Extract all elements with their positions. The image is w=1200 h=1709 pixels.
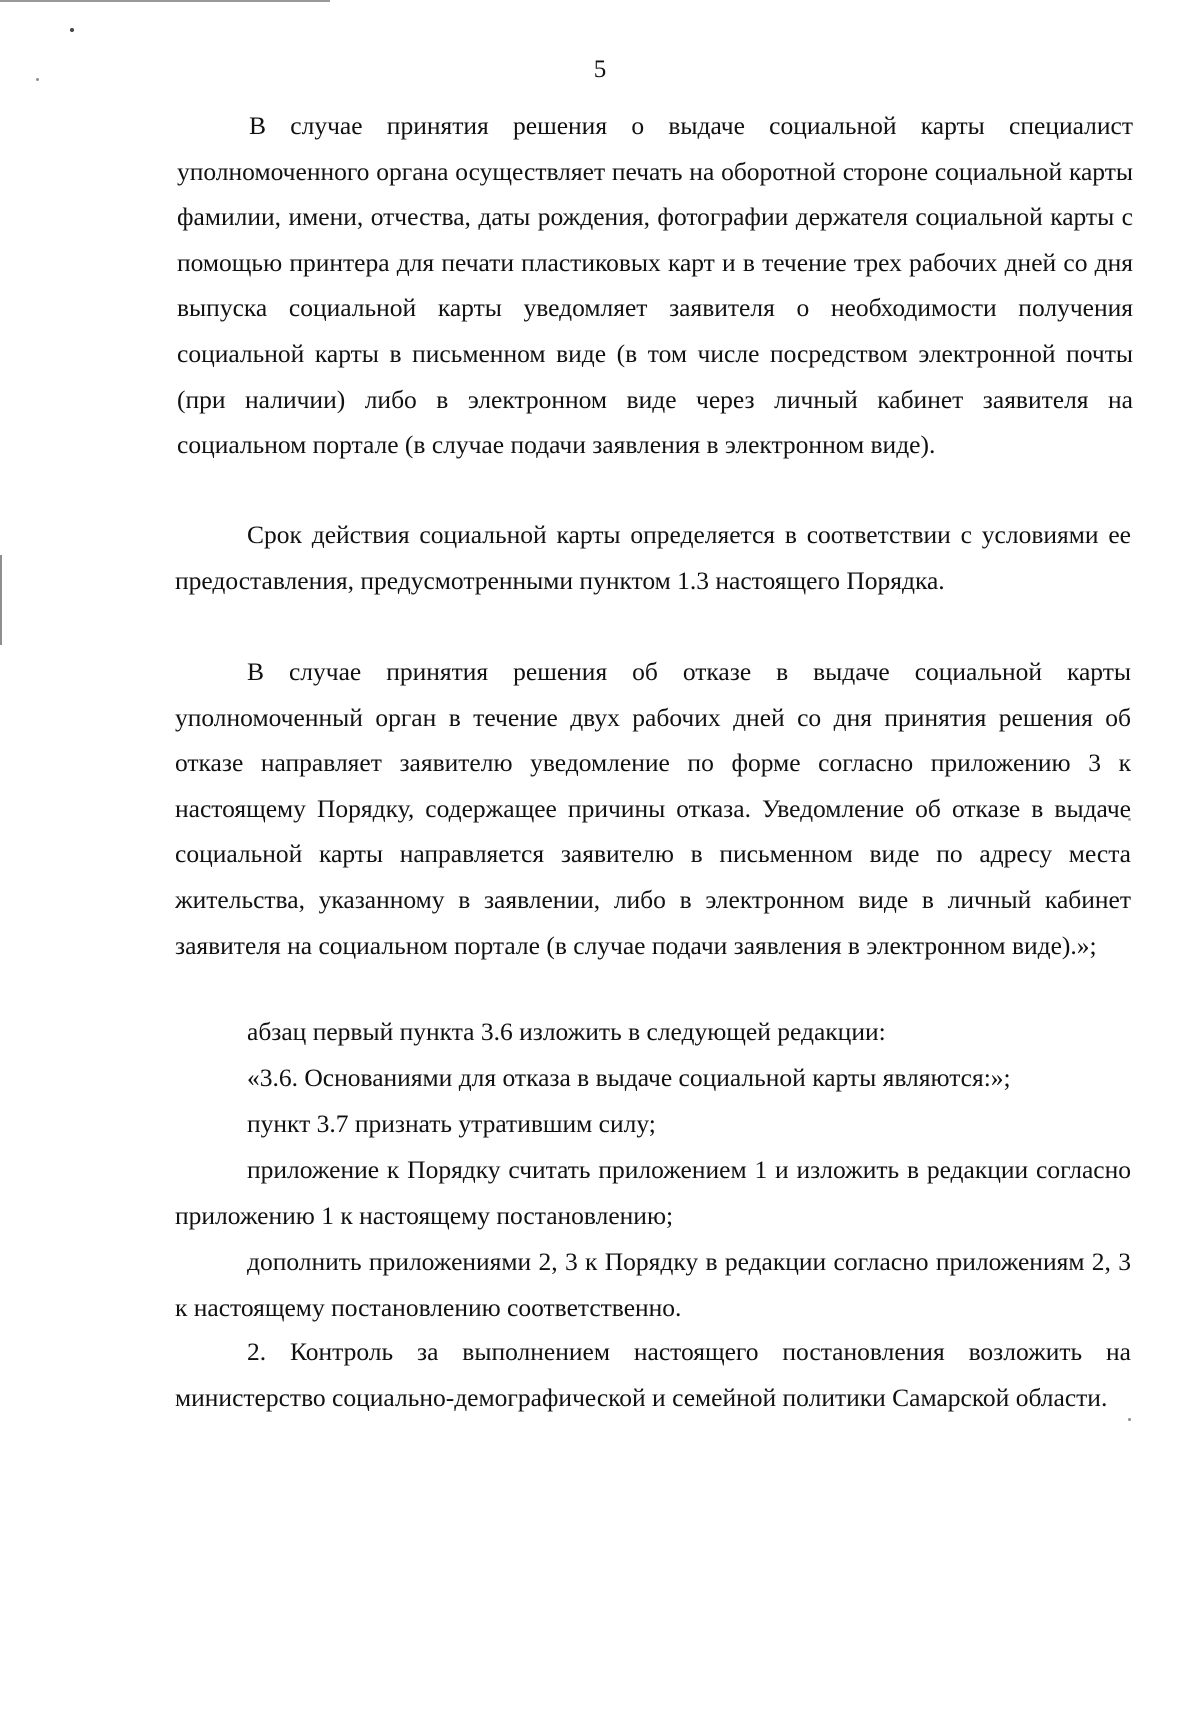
body-paragraph-1: В случае принятия решения о выдаче социальной карты специалист уполномоченного органа осуществляет печать на оборотной стороне социальной карты фамилии, имени, отчества, даты рождения, фотографии держателя социальной карты с помощью принтера для печати пластиковых карт и в течение трех рабочих дней со дня выпуска социальной карты уведомляет заявителя о необходимости получения социальной карты в письменном виде (в том числе посредством электронной почты (при наличии) либо в электронном виде через личный кабинет заявителя на социальном портале (в случае подачи заявления в электронном виде). [177,111,1133,460]
scan-speck [70,28,74,32]
body-paragraph-5: «3.6. Основаниями для отказа в выдаче социальной карты являются:»; [247,1063,1011,1092]
body-paragraph-9: 2. Контроль за выполнением настоящего постановления возложить на министерство социально-демографической и семейной политики Самарской области. [175,1337,1131,1412]
scan-artifact-top-line [0,0,330,2]
body-paragraph-6: пункт 3.7 признать утратившим силу; [247,1109,656,1138]
body-paragraph-3: В случае принятия решения об отказе в выдаче социальной карты уполномоченный орган в течение двух рабочих дней со дня принятия решения об отказе направляет заявителю уведомление по форме согласно приложению 3 к настоящему Порядку, содержащее причины отказа. Уведомление об отказе в выдаче социальной карты направляется заявителю в письменном виде по адресу места жительства, указанному в заявлении, либо в электронном виде в личный кабинет заявителя на социальном портале (в случае подачи заявления в электронном виде).»; [175,657,1131,960]
body-paragraph-7: приложение к Порядку считать приложением 1 и изложить в редакции согласно приложению 1 к настоящему постановлению; [175,1155,1131,1230]
body-paragraph-4: абзац первый пункта 3.6 изложить в следующей редакции: [247,1017,886,1046]
scan-artifact-left-edge [0,555,2,645]
page-number: 5 [593,56,607,83]
body-paragraph-2: Срок действия социальной карты определяется в соответствии с условиями ее предоставления, предусмотренными пунктом 1.3 настоящего Порядка. [175,520,1131,595]
body-paragraph-8: дополнить приложениями 2, 3 к Порядку в редакции согласно приложениям 2, 3 к настоящему постановлению соответственно. [175,1247,1131,1322]
